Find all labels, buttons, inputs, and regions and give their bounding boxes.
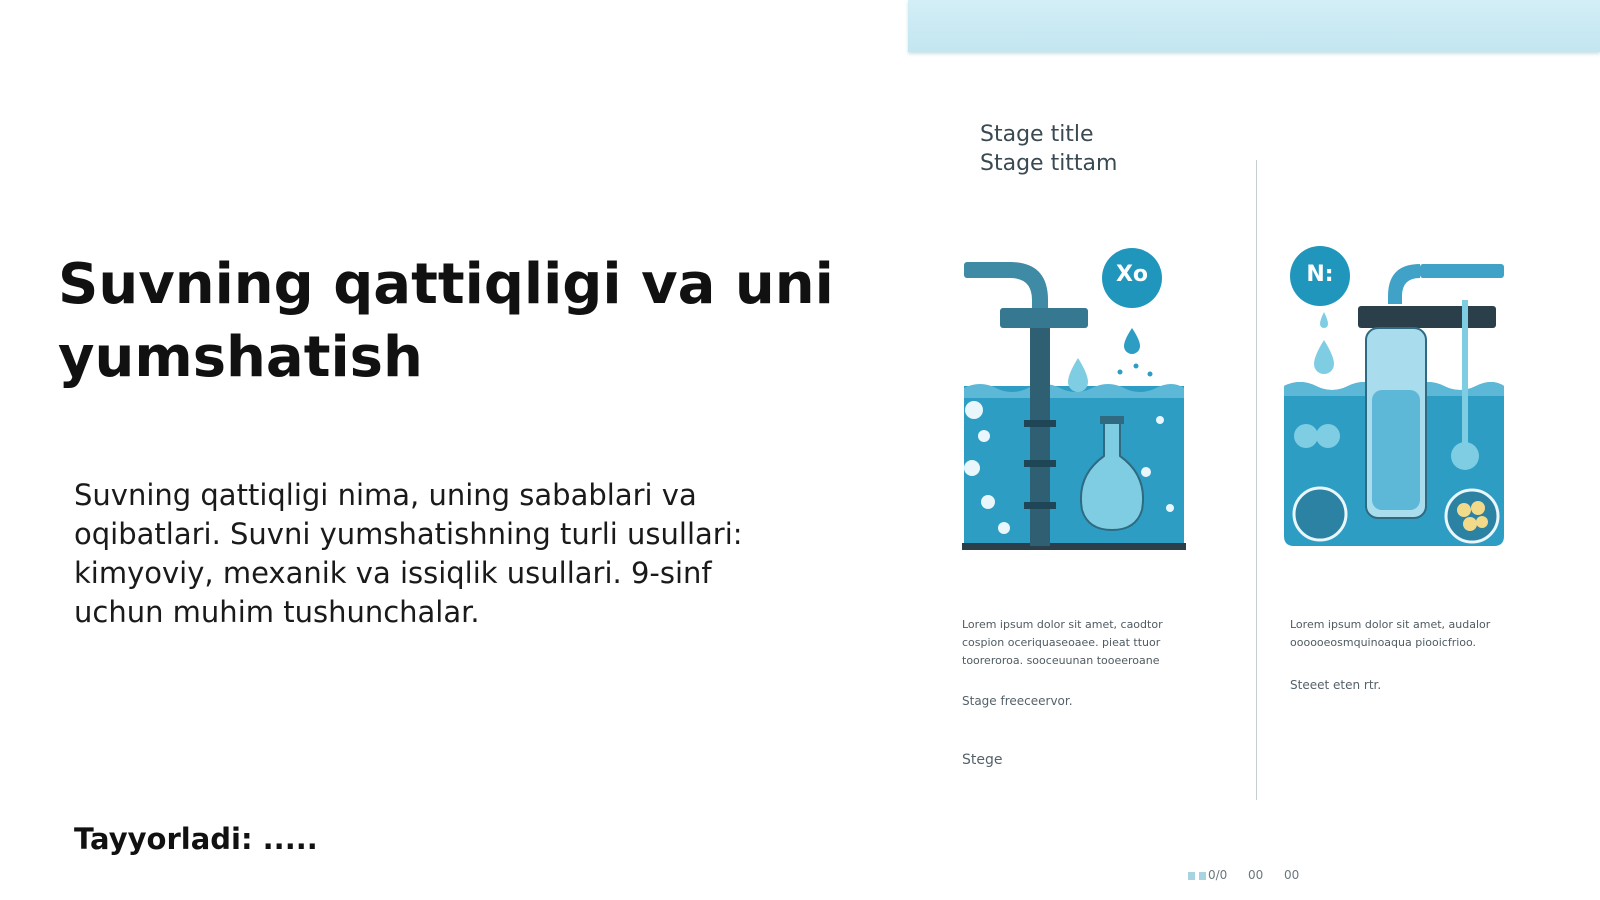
left-stage-footer: Stege	[962, 752, 1003, 768]
left-badge: Xo	[1115, 262, 1149, 287]
pager-item-1: 0/0	[1208, 868, 1228, 882]
illustration-panel	[908, 0, 1600, 900]
left-stage-label: Stage freeceervor.	[962, 694, 1073, 708]
right-stage-label: Steeet eten rtr.	[1290, 678, 1382, 692]
stage-subtitle: Stage tittam	[980, 151, 1118, 176]
panel-top-band	[908, 0, 1600, 52]
slide-description: Suvning qattiqligi nima, uning sabablari va oqibatlari. Suvni yumshatishning turli usullari: kimyoviy, mexanik va issiqlik usullari. 9-sinf uchun muhim tushunchalar.	[74, 478, 743, 629]
author-label: Tayyorladi: .....	[74, 822, 318, 856]
right-stage-text: Lorem ipsum dolor sit amet, audalor oooooeosmquinoaqua piooicfrioo.	[1290, 618, 1491, 649]
water-filter-illustration	[1280, 240, 1520, 570]
pager-item-2: 00	[1248, 868, 1264, 882]
stage-title: Stage title	[980, 122, 1094, 147]
column-divider	[1256, 160, 1257, 800]
left-stage-text: Lorem ipsum dolor sit amet, caodtor cospion oceriquaseoaee. pieat ttuor tooreroroa. sooceuunan tooeeroane	[962, 618, 1163, 667]
right-badge: N:	[1306, 262, 1334, 287]
slide-title: Suvning qattiqligi va uni yumshatish	[58, 252, 834, 390]
pager-dots-icon	[1188, 871, 1210, 881]
water-pipe-illustration	[960, 240, 1200, 570]
pager-item-3: 00	[1284, 868, 1300, 882]
